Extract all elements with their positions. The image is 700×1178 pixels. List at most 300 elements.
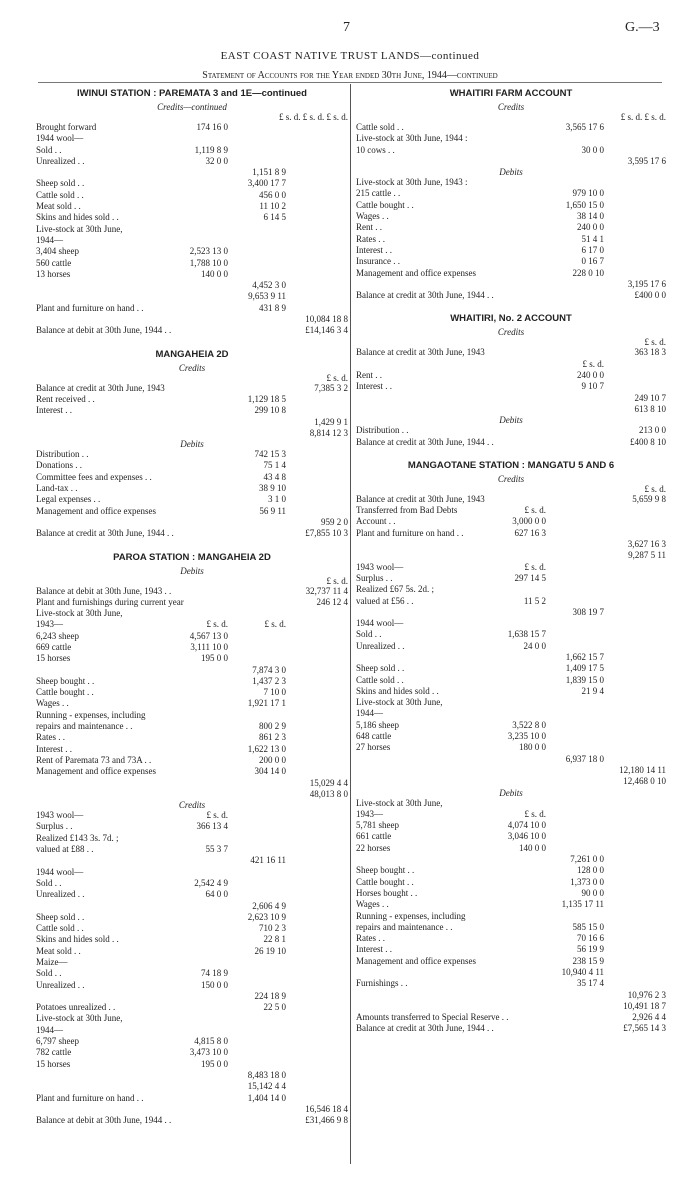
amount-cell: 3,000 0 0 <box>512 516 546 527</box>
amount-cell: 10,940 4 11 <box>561 967 604 977</box>
row-label <box>356 754 488 765</box>
row-label <box>356 279 488 290</box>
amount-cell: 26 19 10 <box>254 945 286 956</box>
amount-cell <box>546 550 604 561</box>
row-label: Transferred from Bad Debts <box>356 505 458 516</box>
amount-cell <box>488 854 546 865</box>
whaitiri-farm-section <box>356 88 666 301</box>
account-row <box>356 877 666 888</box>
account-row <box>356 505 666 516</box>
amount-cell <box>170 676 228 687</box>
amount-cell <box>170 1104 228 1115</box>
amount-cell <box>286 946 348 957</box>
amount-cell <box>550 437 606 448</box>
amount-cell: 1,151 8 9 <box>252 167 286 178</box>
row-label: Wages . . <box>356 899 389 910</box>
row-label: Live-stock at 30th June, <box>356 697 443 708</box>
amount-cell: 299 10 8 <box>254 405 286 416</box>
account-row <box>356 596 666 607</box>
amount-cell: 1,921 17 1 <box>247 698 286 709</box>
account-row <box>36 946 348 957</box>
amount-cell <box>228 844 286 855</box>
amount-cell <box>286 676 348 687</box>
row-label <box>356 607 488 618</box>
account-row <box>36 980 348 991</box>
amount-cell: 1,429 9 1 <box>314 416 348 427</box>
account-row <box>36 280 348 291</box>
amount-cell <box>286 449 348 460</box>
amount-cell <box>488 145 546 156</box>
amount-cell <box>286 608 348 619</box>
account-row <box>36 494 348 505</box>
amount-cell <box>170 291 228 302</box>
amount-cell: 8,483 18 0 <box>247 1069 286 1080</box>
column-divider <box>350 84 351 1164</box>
row-label: Sheep sold . . <box>356 663 405 674</box>
account-row <box>356 618 666 629</box>
amount-cell: 22 8 1 <box>263 934 286 945</box>
amount-cell: 174 16 0 <box>196 122 228 132</box>
row-label: 1944— <box>356 708 383 719</box>
row-label <box>36 778 170 789</box>
amount-cell <box>546 776 604 787</box>
amount-cell <box>286 291 348 302</box>
amount-cell <box>604 573 666 584</box>
amount-cell: £400 0 0 <box>634 290 667 301</box>
row-label <box>36 991 170 1002</box>
amount-cell: 38 9 10 <box>259 483 286 494</box>
section-heading: WHAITIRI FARM ACCOUNT <box>449 88 573 99</box>
amount-cell: 710 2 3 <box>259 923 286 934</box>
amount-cell: 12,468 0 10 <box>623 776 666 787</box>
amount-cell <box>286 653 348 664</box>
account-row <box>36 934 348 945</box>
row-label <box>356 404 488 415</box>
amount-cell: 2,542 4 9 <box>194 877 228 888</box>
row-label: Surplus . . <box>356 572 393 583</box>
row-label: 1944 wool— <box>36 133 84 144</box>
amount-cell <box>170 428 228 439</box>
row-label: Live-stock at 30th June, 1944 : <box>356 133 468 144</box>
account-row <box>36 1104 348 1115</box>
row-label <box>356 652 488 663</box>
account-rows <box>36 449 348 539</box>
row-label: Live-stock at 30th June, <box>36 223 123 234</box>
amount-cell: 627 16 3 <box>514 527 546 538</box>
row-label <box>36 314 170 325</box>
amount-cell: 366 13 4 <box>196 821 228 832</box>
account-rows <box>356 494 666 788</box>
row-label: 1943— <box>36 619 63 630</box>
row-label: Balance at credit at 30th June, 1944 . . <box>356 436 494 447</box>
account-row <box>36 483 348 494</box>
document-reference: G.—3 <box>625 20 660 35</box>
amount-cell <box>286 258 348 269</box>
row-label: Plant and furnishings during current year <box>36 596 184 607</box>
amount-cell <box>286 506 348 517</box>
row-label: Sheep bought . . <box>356 865 415 876</box>
row-label: Live-stock at 30th June, <box>36 608 123 619</box>
amount-cell <box>546 528 604 539</box>
amount-cell <box>170 755 228 766</box>
row-label: 661 cattle <box>356 831 392 842</box>
amount-cell: 3,111 10 0 <box>190 641 228 652</box>
row-label <box>356 550 488 561</box>
row-label: Balance at debit at 30th June, 1943 . . <box>36 585 172 596</box>
amount-cell: 861 2 3 <box>259 732 286 743</box>
amount-cell: 1,437 2 3 <box>252 675 286 686</box>
section-heading: WHAITIRI, No. 2 ACCOUNT <box>450 313 572 325</box>
amount-cell: 297 14 5 <box>514 572 546 583</box>
account-row <box>356 888 666 899</box>
right-column <box>356 86 666 1035</box>
account-row <box>356 347 666 358</box>
account-rows <box>356 347 666 415</box>
amount-cell: 140 0 0 <box>201 268 228 279</box>
amount-cell: £7,565 14 3 <box>623 1023 667 1034</box>
row-label: Rent received . . <box>36 393 95 404</box>
amount-cell <box>604 933 666 944</box>
account-row <box>356 550 666 561</box>
amount-cell <box>170 190 228 201</box>
amount-cell <box>228 642 286 653</box>
account-rows <box>36 586 348 801</box>
amount-cell <box>228 1047 286 1058</box>
amount-cell <box>228 246 286 257</box>
amount-cell <box>286 1093 348 1104</box>
amount-cell <box>286 303 348 314</box>
amount-cell <box>228 889 286 900</box>
amount-cell <box>286 460 348 471</box>
amount-cell: 12,180 14 11 <box>619 764 666 775</box>
row-label: Cattle sold . . <box>356 122 404 132</box>
account-row <box>36 810 348 821</box>
amount-cell: 195 0 0 <box>201 653 228 664</box>
amount-cell: 1,373 0 0 <box>570 876 604 887</box>
amount-cell: 11 10 2 <box>259 201 286 212</box>
amount-cell <box>604 854 666 865</box>
paroa-section <box>36 552 348 1127</box>
amount-cell <box>286 178 348 189</box>
amount-cell <box>488 686 546 697</box>
amount-cell <box>286 494 348 505</box>
page-title: EAST COAST NATIVE TRUST LANDS—continued <box>220 50 480 62</box>
debits-label: Debits <box>499 167 523 178</box>
account-row <box>356 584 666 595</box>
amount-cell <box>546 539 604 550</box>
row-label <box>356 990 488 1001</box>
account-row <box>356 922 666 933</box>
account-row <box>36 833 348 844</box>
row-label: Wages . . <box>36 698 69 709</box>
amount-cell: 1,119 8 9 <box>194 144 228 155</box>
amount-cell <box>546 393 604 404</box>
amount-cell <box>286 246 348 257</box>
row-label: Balance at credit at 30th June, 1943 <box>356 347 485 358</box>
amount-cell <box>170 133 228 144</box>
amount-cell <box>488 393 546 404</box>
amount-cell: 48,013 8 0 <box>309 788 348 799</box>
row-label: Plant and furniture on hand . . <box>36 1092 144 1103</box>
account-row <box>36 901 348 912</box>
row-label: Furnishings . . <box>356 978 408 989</box>
amount-cell <box>488 156 546 167</box>
row-label: 669 cattle <box>36 641 72 652</box>
amount-cell <box>488 359 546 370</box>
amount-cell: 24 0 0 <box>523 640 546 651</box>
row-label: 782 cattle <box>36 1047 72 1058</box>
row-label: 15 horses <box>36 1058 71 1069</box>
amount-cell: 2,523 13 0 <box>189 246 228 257</box>
account-row <box>356 831 666 842</box>
money-header: £ s. d. <box>326 575 348 586</box>
amount-cell <box>286 1081 348 1092</box>
amount-cell <box>488 652 546 663</box>
row-label: Running - expenses, including <box>356 910 466 921</box>
account-row <box>356 268 666 279</box>
row-label: Cattle bought . . <box>356 199 414 210</box>
amount-cell <box>546 765 604 776</box>
account-row <box>356 279 666 290</box>
amount-cell <box>286 968 348 979</box>
section-heading: PAROA STATION : MANGAHEIA 2D <box>113 551 271 563</box>
account-row <box>356 145 666 156</box>
amount-cell <box>488 425 546 436</box>
row-label: 5,186 sheep <box>356 719 399 730</box>
row-label: Insurance . . <box>356 256 400 267</box>
amount-cell <box>604 222 666 233</box>
amount-cell <box>546 573 604 584</box>
amount-cell <box>604 899 666 910</box>
account-row <box>36 732 348 743</box>
money-header: £ s. d. <box>644 337 666 348</box>
amount-cell: 421 16 11 <box>250 855 286 866</box>
row-label: valued at £88 . . <box>36 844 94 855</box>
amount-cell <box>170 224 228 235</box>
row-label: 6,797 sheep <box>36 1036 79 1047</box>
account-row <box>36 235 348 246</box>
row-label: 1944 wool— <box>36 866 84 877</box>
amount-cell <box>488 200 546 211</box>
amount-cell: 32 0 0 <box>205 155 228 166</box>
account-row <box>36 460 348 471</box>
amount-cell <box>286 687 348 698</box>
amount-cell <box>237 597 291 608</box>
account-row <box>36 167 348 178</box>
account-row <box>36 710 348 721</box>
row-label: Amounts transferred to Special Reserve . . <box>356 1012 509 1023</box>
amount-cell <box>286 642 348 653</box>
row-label <box>36 1081 170 1092</box>
amount-cell: 4,567 13 0 <box>189 630 228 641</box>
header-rule <box>38 82 662 83</box>
account-row <box>356 652 666 663</box>
amount-cell: 0 16 7 <box>581 256 604 267</box>
account-row <box>36 653 348 664</box>
amount-cell <box>488 404 546 415</box>
amount-cell <box>171 325 229 336</box>
account-row <box>36 721 348 732</box>
row-label: Donations . . <box>36 460 82 471</box>
amount-cell: 3,565 17 6 <box>565 122 604 132</box>
amount-cell <box>170 472 228 483</box>
amount-cell: 238 15 9 <box>572 955 604 966</box>
row-label: Sheep bought . . <box>36 675 95 686</box>
amount-cell: 6 14 5 <box>263 212 286 223</box>
amount-cell: 308 19 7 <box>572 606 604 617</box>
row-label <box>36 280 170 291</box>
account-row <box>36 608 348 619</box>
amount-cell <box>488 754 546 765</box>
amount-cell <box>228 653 286 664</box>
row-label: Rates . . <box>356 233 385 244</box>
amount-cell: 3,595 17 6 <box>627 155 666 166</box>
money-header: £ s. d. £ s. d. £ s. d. <box>278 112 348 122</box>
account-row <box>36 755 348 766</box>
amount-cell <box>170 280 228 291</box>
amount-cell <box>170 833 228 844</box>
amount-cell <box>604 505 666 516</box>
row-label <box>356 1001 488 1012</box>
row-label: repairs and maintenance . . <box>356 921 453 932</box>
amount-cell <box>604 809 666 820</box>
amount-cell <box>228 631 286 642</box>
row-label: repairs and maintenance . . <box>36 721 133 732</box>
row-label <box>356 776 488 787</box>
amount-cell <box>184 597 238 608</box>
amount-cell: 11 5 2 <box>523 595 546 606</box>
account-row <box>356 731 666 742</box>
amount-cell <box>170 665 228 676</box>
account-row <box>36 665 348 676</box>
amount-cell: 800 2 9 <box>259 721 286 732</box>
row-label: Skins and hides sold . . <box>356 685 439 696</box>
account-row <box>356 404 666 415</box>
row-label: Land-tax . . <box>36 483 78 494</box>
amount-cell <box>604 596 666 607</box>
account-row <box>36 133 348 144</box>
amount-cell: 3,522 8 0 <box>512 719 546 730</box>
row-label: 5,781 sheep <box>356 820 399 831</box>
account-row <box>36 246 348 257</box>
amount-cell <box>488 539 546 550</box>
amount-cell <box>286 844 348 855</box>
row-label <box>36 417 170 428</box>
account-row <box>356 607 666 618</box>
amount-cell <box>546 697 604 708</box>
debits-label: Debits <box>180 439 204 450</box>
row-label: Unrealized . . <box>36 979 85 990</box>
amount-cell <box>604 877 666 888</box>
amount-cell <box>604 697 666 708</box>
amount-cell <box>170 383 228 394</box>
amount-cell <box>286 912 348 923</box>
amount-cell <box>488 133 546 144</box>
amount-cell: 240 0 0 <box>577 370 604 381</box>
account-row <box>356 222 666 233</box>
amount-cell: 4,074 10 0 <box>507 820 546 831</box>
amount-cell <box>488 888 546 899</box>
amount-cell <box>488 222 546 233</box>
row-label <box>36 1070 170 1081</box>
amount-cell <box>170 766 228 777</box>
amount-cell <box>604 731 666 742</box>
amount-cell: 5,659 9 8 <box>632 493 666 504</box>
amount-cell <box>488 494 546 505</box>
row-label <box>36 1104 170 1115</box>
account-row <box>356 393 666 404</box>
amount-cell: 10,976 2 3 <box>627 989 666 1000</box>
amount-cell <box>488 990 546 1001</box>
amount-cell <box>604 820 666 831</box>
amount-cell <box>546 494 604 505</box>
amount-cell <box>488 865 546 876</box>
amount-cell: 431 8 9 <box>259 302 286 313</box>
amount-cell <box>286 755 348 766</box>
account-row <box>36 145 348 156</box>
row-label: Cattle sold . . <box>36 189 84 200</box>
amount-cell <box>170 687 228 698</box>
amount-cell <box>494 437 550 448</box>
row-label: Sold . . <box>36 968 62 979</box>
amount-cell: 6 17 0 <box>581 244 604 255</box>
account-row <box>356 754 666 765</box>
row-label: Horses bought . . <box>356 887 418 898</box>
row-label: Committee fees and expenses . . <box>36 471 152 482</box>
row-label <box>356 765 488 776</box>
credits-label: Credits <box>497 473 525 484</box>
account-rows <box>36 122 348 337</box>
account-row <box>36 687 348 698</box>
account-row <box>36 642 348 653</box>
row-label: Maize— <box>36 957 68 967</box>
amount-cell: £ s. d. <box>206 619 228 630</box>
account-row <box>356 177 666 188</box>
account-row <box>36 449 348 460</box>
amount-cell <box>488 381 546 392</box>
row-label: 13 horses <box>36 268 71 279</box>
row-label: 1943— <box>356 808 383 819</box>
debits-label: Debits <box>180 565 204 576</box>
amount-cell <box>604 370 666 381</box>
row-label <box>36 291 170 302</box>
account-row <box>356 697 666 708</box>
row-label: Account . . <box>356 516 396 527</box>
amount-cell <box>286 133 348 144</box>
money-header: £ s. d. £ s. d. <box>620 112 666 122</box>
account-rows <box>356 425 666 448</box>
amount-cell <box>228 821 286 832</box>
account-row <box>356 188 666 199</box>
page-subtitle: Statement of Accounts for the Year ended 30th June, 1944—continued <box>202 70 498 81</box>
account-row <box>36 190 348 201</box>
account-row <box>36 619 348 630</box>
account-row <box>36 1036 348 1047</box>
row-label: 1944— <box>36 234 63 245</box>
amount-cell: 38 14 0 <box>577 211 604 222</box>
amount-cell <box>286 631 348 642</box>
section-heading: IWINUI STATION : PAREMATA 3 and 1E—continued <box>77 88 307 99</box>
amount-cell: 30 0 0 <box>581 144 604 155</box>
amount-cell <box>228 258 286 269</box>
amount-cell: 7,874 3 0 <box>252 664 286 675</box>
amount-cell <box>170 732 228 743</box>
amount-cell <box>488 211 546 222</box>
amount-cell <box>170 1025 228 1036</box>
amount-cell: 8,814 12 3 <box>309 427 348 438</box>
account-row <box>356 865 666 876</box>
row-label: Cattle sold . . <box>356 674 404 685</box>
